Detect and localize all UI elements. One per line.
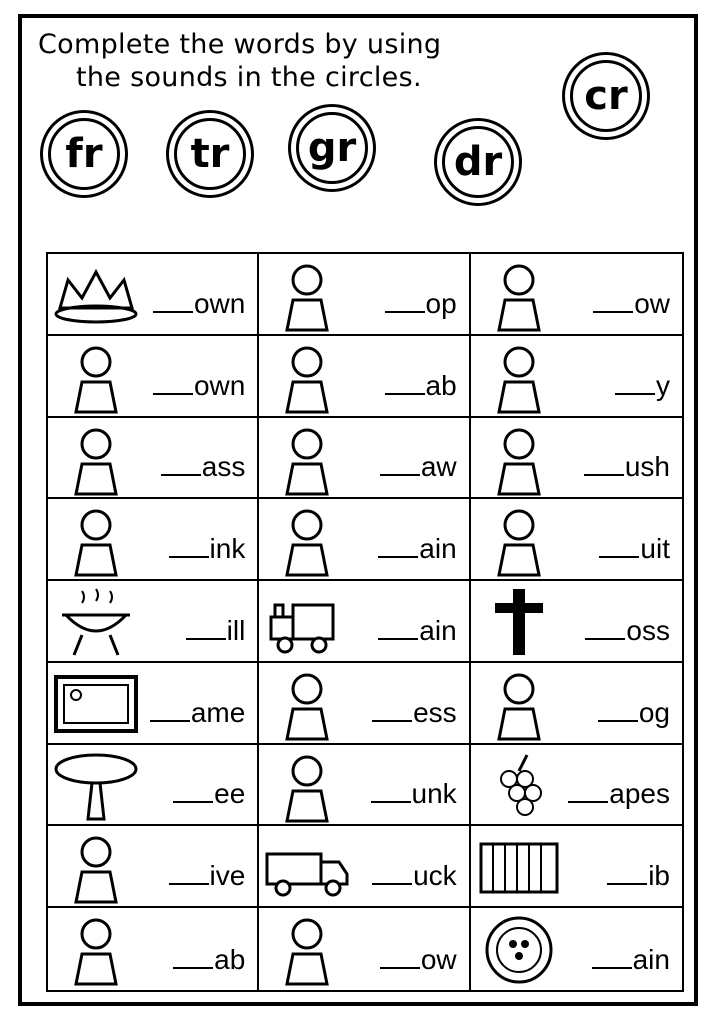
answer-blank[interactable]: [371, 783, 411, 803]
answer-blank[interactable]: [584, 456, 624, 476]
word-cell: [48, 418, 259, 500]
word-ending: op: [425, 287, 457, 319]
word-ending: uck: [413, 860, 457, 892]
answer-blank[interactable]: [598, 702, 638, 722]
word-cell: [471, 418, 682, 500]
fruit-icon: [475, 503, 563, 575]
girl-drinking-icon: [52, 503, 140, 575]
answer-blank[interactable]: [585, 620, 625, 640]
answer-blank[interactable]: [378, 538, 418, 558]
grain-sack-icon: [263, 503, 351, 575]
word-cell: [471, 499, 682, 581]
word-with-blank: [380, 944, 457, 976]
answer-blank[interactable]: [372, 702, 412, 722]
sound-circle-tr: [166, 110, 254, 198]
word-cell: [471, 745, 682, 827]
answer-blank[interactable]: [161, 456, 201, 476]
word-with-blank: [599, 533, 670, 565]
word-cell: [471, 826, 682, 908]
word-ending: uit: [640, 533, 670, 565]
word-with-blank: [584, 451, 670, 483]
sound-label: gr: [296, 112, 368, 184]
word-with-blank: [169, 533, 246, 565]
answer-blank[interactable]: [607, 865, 647, 885]
answer-blank[interactable]: [153, 293, 193, 313]
answer-blank[interactable]: [169, 865, 209, 885]
word-cell: [48, 336, 259, 418]
word-ending: ow: [420, 944, 457, 975]
grapes-icon: [475, 749, 563, 821]
answer-blank[interactable]: [150, 702, 190, 722]
word-with-blank: [385, 370, 457, 402]
word-with-blank: [173, 944, 245, 976]
word-ending: apes: [609, 778, 670, 810]
word-cell: [48, 745, 259, 827]
crown-icon: [52, 258, 140, 330]
word-with-blank: [585, 615, 670, 647]
train-icon: [263, 585, 351, 657]
grass-icon: [52, 422, 140, 494]
dress-icon: [263, 667, 351, 739]
answer-blank[interactable]: [592, 949, 632, 969]
grill-icon: [52, 585, 140, 657]
girl-crying-icon: [475, 340, 563, 412]
word-cell: [259, 745, 470, 827]
word-ending: og: [638, 696, 670, 728]
crib-icon: [475, 830, 563, 902]
sound-label: dr: [442, 126, 514, 198]
word-ending: ab: [214, 944, 246, 975]
word-cell: [48, 499, 259, 581]
word-cell: [259, 663, 470, 745]
word-with-blank: [153, 370, 245, 402]
sound-label: cr: [570, 60, 642, 132]
word-cell: [48, 826, 259, 908]
tree-icon: [52, 749, 140, 821]
word-cell: [259, 908, 470, 990]
word-cell: [259, 336, 470, 418]
word-with-blank: [593, 288, 670, 320]
word-cell: [48, 663, 259, 745]
answer-blank[interactable]: [186, 620, 226, 640]
crab-icon: [263, 340, 351, 412]
instructions-line1: Complete the words by using: [38, 29, 442, 60]
answer-blank[interactable]: [593, 293, 633, 313]
word-with-blank: [598, 697, 670, 729]
answer-blank[interactable]: [153, 375, 193, 395]
word-with-blank: [169, 860, 246, 892]
word-with-blank: [378, 533, 456, 565]
word-cell: [471, 908, 682, 990]
answer-blank[interactable]: [173, 783, 213, 803]
word-ending: ink: [209, 533, 246, 565]
word-ending: own: [193, 287, 246, 319]
sprout-icon: [475, 258, 563, 330]
hand-crush-icon: [475, 422, 563, 494]
word-cell: [48, 581, 259, 663]
girl-drawing-icon: [263, 422, 351, 494]
sound-label: tr: [174, 118, 246, 190]
word-with-blank: [173, 778, 245, 810]
word-ending: ain: [419, 533, 457, 565]
word-ending: aw: [420, 451, 457, 483]
answer-blank[interactable]: [380, 949, 420, 969]
word-ending: ain: [632, 944, 670, 975]
boy-with-drip-icon: [263, 258, 351, 330]
truck-icon: [263, 830, 351, 902]
drain-icon: [475, 912, 563, 984]
sound-circle-dr: [434, 118, 522, 206]
instructions-line2: the sounds in the circles.: [76, 62, 422, 93]
word-grid: [46, 252, 684, 992]
word-ending: ab: [425, 369, 457, 401]
crow-icon: [263, 912, 351, 984]
sound-circle-cr: [562, 52, 650, 140]
word-cell: [471, 336, 682, 418]
hand-grab-icon: [52, 912, 140, 984]
word-cell: [471, 254, 682, 336]
word-cell: [48, 254, 259, 336]
word-with-blank: [607, 860, 670, 892]
word-ending: ill: [226, 614, 246, 646]
word-ending: ive: [209, 860, 246, 892]
word-cell: [471, 663, 682, 745]
word-ending: ame: [190, 696, 246, 728]
word-ending: ass: [201, 451, 246, 483]
word-ending: unk: [411, 778, 457, 810]
word-with-blank: [153, 288, 245, 320]
word-with-blank: [378, 615, 456, 647]
answer-blank[interactable]: [372, 865, 412, 885]
word-ending: ee: [214, 778, 246, 810]
word-with-blank: [372, 860, 457, 892]
frame-icon: [52, 667, 140, 739]
answer-blank[interactable]: [568, 783, 608, 803]
word-with-blank: [161, 451, 246, 483]
word-with-blank: [615, 370, 670, 402]
sound-circle-gr: [288, 104, 376, 192]
word-ending: ush: [624, 451, 670, 483]
word-cell: [48, 908, 259, 990]
answer-blank[interactable]: [169, 538, 209, 558]
word-with-blank: [372, 697, 457, 729]
word-cell: [259, 826, 470, 908]
word-ending: ib: [648, 860, 670, 892]
word-ending: oss: [626, 614, 670, 646]
word-with-blank: [150, 697, 245, 729]
word-cell: [259, 418, 470, 500]
answer-blank[interactable]: [385, 375, 425, 395]
word-cell: [471, 581, 682, 663]
word-with-blank: [592, 944, 670, 976]
word-with-blank: [371, 778, 457, 810]
word-with-blank: [385, 288, 457, 320]
word-cell: [259, 254, 470, 336]
cross-icon: [475, 585, 563, 657]
word-cell: [259, 499, 470, 581]
car-drive-icon: [52, 830, 140, 902]
girl-frowning-icon: [52, 340, 140, 412]
sound-circle-fr: [40, 110, 128, 198]
trunk-icon: [263, 749, 351, 821]
word-ending: ess: [413, 696, 457, 728]
word-with-blank: [186, 615, 246, 647]
word-ending: ow: [634, 287, 670, 319]
instructions: [38, 28, 441, 94]
answer-blank[interactable]: [615, 375, 655, 395]
sound-label: fr: [48, 118, 120, 190]
word-ending: ain: [419, 614, 457, 646]
answer-blank[interactable]: [378, 620, 418, 640]
word-cell: [259, 581, 470, 663]
answer-blank[interactable]: [380, 456, 420, 476]
word-with-blank: [380, 451, 457, 483]
answer-blank[interactable]: [173, 949, 213, 969]
word-with-blank: [568, 778, 670, 810]
word-ending: own: [193, 369, 246, 401]
frog-icon: [475, 667, 563, 739]
answer-blank[interactable]: [599, 538, 639, 558]
answer-blank[interactable]: [385, 293, 425, 313]
word-ending: y: [655, 369, 670, 401]
